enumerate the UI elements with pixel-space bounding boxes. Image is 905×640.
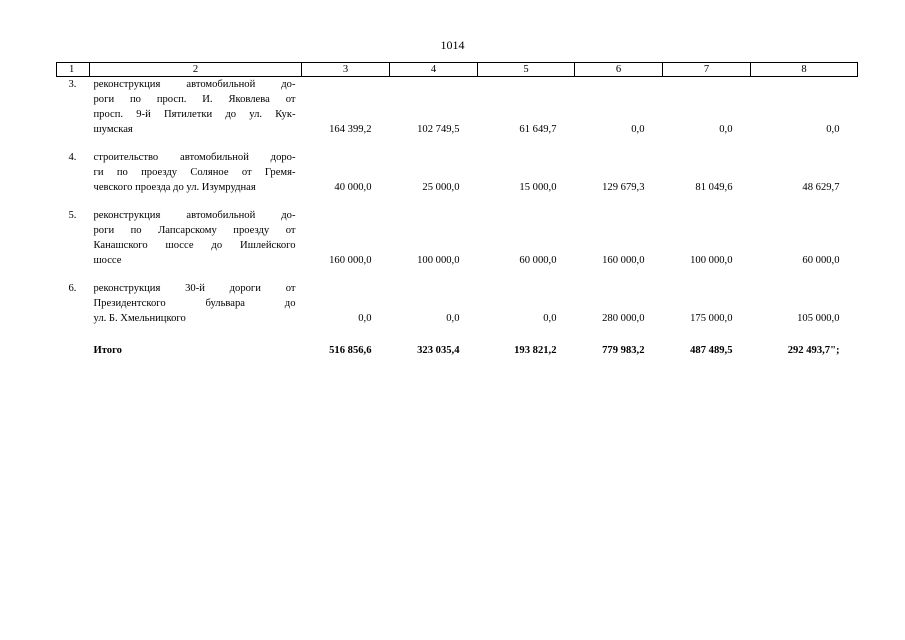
- value-cell: 100 000,0: [417, 255, 460, 266]
- description-line: реконструкция автомобильной до-: [93, 210, 296, 221]
- row-number: 6.: [68, 283, 77, 294]
- value-cell: 102 749,5: [417, 124, 460, 135]
- value-cell: 61 649,7: [519, 124, 557, 135]
- row-description: [90, 150, 302, 208]
- total-value-cell: 323 035,4: [417, 345, 460, 356]
- description-line: чевского проезда до ул. Изумрудная: [93, 182, 256, 193]
- value-cell: 175 000,0: [690, 313, 733, 324]
- value-cell: 105 000,0: [797, 313, 840, 324]
- description-line: шумская: [93, 124, 133, 135]
- value-cell: 100 000,0: [690, 255, 733, 266]
- row-description: [90, 77, 302, 151]
- header-cell: 4: [390, 63, 478, 77]
- header-cell: 8: [751, 63, 858, 77]
- description-line: роги по просп. И. Яковлева от: [93, 94, 296, 105]
- total-row: [57, 339, 858, 358]
- table-row: [57, 150, 858, 208]
- table-row: [57, 208, 858, 281]
- description-line: Президентского бульвара до: [93, 298, 296, 309]
- value-cell: 15 000,0: [519, 182, 557, 193]
- total-value-cell: 487 489,5: [690, 345, 733, 356]
- total-label: Итого: [93, 345, 122, 356]
- header-cell: 5: [478, 63, 575, 77]
- header-cell: 7: [663, 63, 751, 77]
- value-cell: 25 000,0: [422, 182, 460, 193]
- page-number: 1014: [440, 38, 465, 52]
- value-cell: 0,0: [543, 313, 557, 324]
- table-row: [57, 77, 858, 151]
- row-description: [90, 208, 302, 281]
- row-number: 4.: [68, 152, 77, 163]
- description-line: шоссе: [93, 255, 122, 266]
- value-cell: 0,0: [446, 313, 460, 324]
- header-cell: 3: [302, 63, 390, 77]
- row-description: [90, 281, 302, 339]
- description-line: Канашского шоссе до Ишлейского: [93, 240, 296, 251]
- table-header-row: [57, 63, 858, 77]
- table-row: [57, 281, 858, 339]
- value-cell: 0,0: [631, 124, 645, 135]
- value-cell: 60 000,0: [802, 255, 840, 266]
- description-line: ги по проезду Соляное от Гремя-: [93, 167, 296, 178]
- description-line: просп. 9-й Пятилетки до ул. Кук-: [93, 109, 296, 120]
- total-value-cell: 193 821,2: [514, 345, 557, 356]
- value-cell: 129 679,3: [602, 182, 645, 193]
- row-number: [57, 339, 90, 358]
- value-cell: 0,0: [826, 124, 840, 135]
- value-cell: 160 000,0: [602, 255, 645, 266]
- description-line: строительство автомобильной доро-: [93, 152, 296, 163]
- row-number: 5.: [68, 210, 77, 221]
- row-number: 3.: [68, 79, 77, 90]
- value-cell: 40 000,0: [334, 182, 372, 193]
- header-cell: 2: [90, 63, 302, 77]
- total-value-cell: 292 493,7";: [787, 345, 840, 356]
- header-cell: 6: [575, 63, 663, 77]
- value-cell: 48 629,7: [802, 182, 840, 193]
- budget-table: [56, 62, 858, 358]
- total-value-cell: 779 983,2: [602, 345, 645, 356]
- description-line: роги по Лапсарскому проезду от: [93, 225, 296, 236]
- value-cell: 280 000,0: [602, 313, 645, 324]
- value-cell: 60 000,0: [519, 255, 557, 266]
- value-cell: 81 049,6: [695, 182, 733, 193]
- header-cell: 1: [57, 63, 90, 77]
- description-line: реконструкция 30-й дороги от: [93, 283, 296, 294]
- value-cell: 164 399,2: [329, 124, 372, 135]
- value-cell: 160 000,0: [329, 255, 372, 266]
- value-cell: 0,0: [719, 124, 733, 135]
- description-line: реконструкция автомобильной до-: [93, 79, 296, 90]
- description-line: ул. Б. Хмельницкого: [93, 313, 186, 324]
- value-cell: 0,0: [358, 313, 372, 324]
- total-value-cell: 516 856,6: [329, 345, 372, 356]
